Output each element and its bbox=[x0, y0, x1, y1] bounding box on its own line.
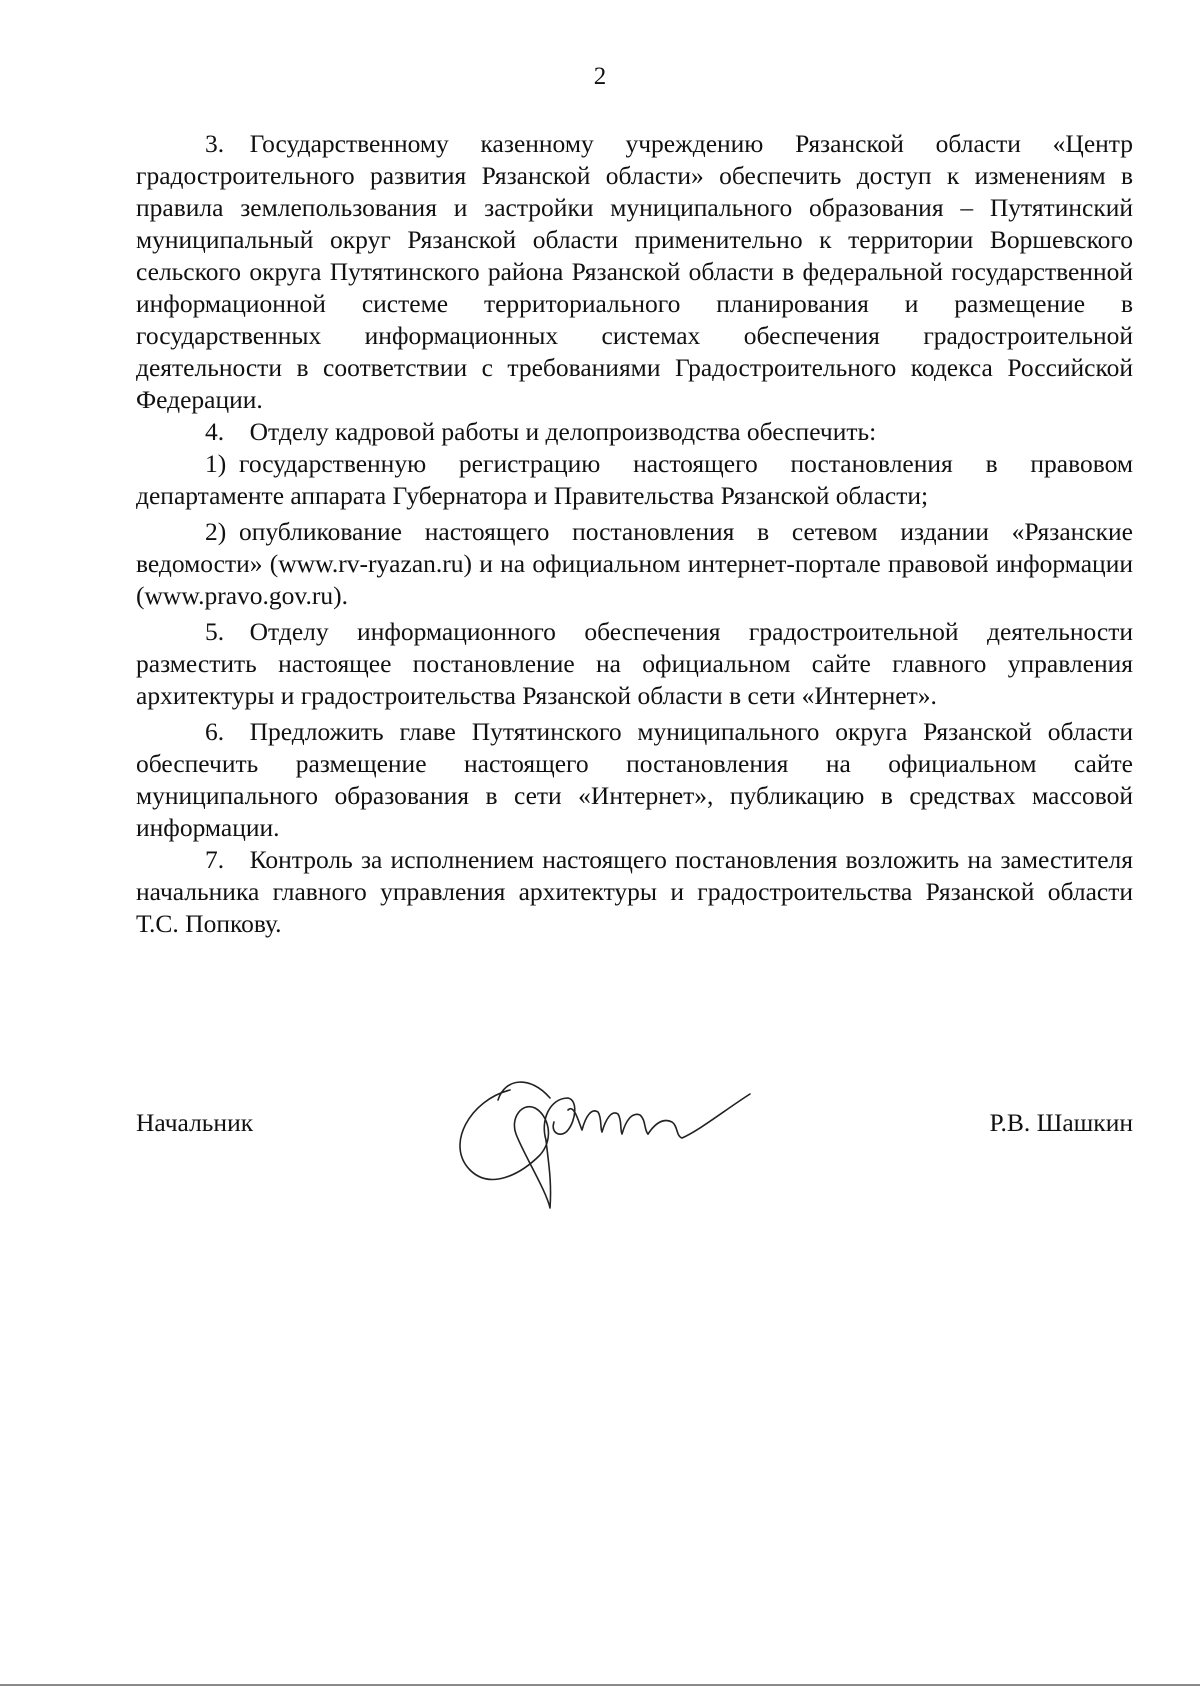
paragraph-item-4: 4. Отделу кадровой работы и делопроизводства обеспечить: bbox=[205, 417, 877, 446]
paragraph-item-3: 3. Государственному казенному учреждению Рязанской области «Центр градостроительного развития Рязанской области» обеспечить доступ к изменениям в правила землепользования и застройки муниципального образования – Путятинский муниципальный округ Рязанской области применительно к территории Воршевского сельского округа Путятинского района Рязанской области в федеральной государственной информационной системе территориального планирования и размещение в государственных информационных системах обеспечения градостроительной деятельности в соответствии с требованиями Градостроительного кодекса Российской Федерации. bbox=[136, 129, 1133, 414]
paragraph-item-6: 6. Предложить главе Путятинского муниципального округа Рязанской области обеспечить размещение настоящего постановления на официальном сайте муниципального образования в сети «Интернет», публикацию в средствах массовой информации. bbox=[136, 717, 1133, 842]
signatory-title: Начальник bbox=[136, 1108, 254, 1137]
paragraph-item-7: 7. Контроль за исполнением настоящего постановления возложить на заместителя начальника главного управления архитектуры и градостроительства Рязанской области Т.С. Попкову. bbox=[136, 845, 1133, 938]
signatory-name: Р.В. Шашкин bbox=[989, 1108, 1133, 1137]
document-body bbox=[136, 128, 1133, 940]
signature-block bbox=[136, 1107, 1133, 1143]
paragraph-item-5: 5. Отделу информационного обеспечения градостроительной деятельности разместить настоящее постановление на официальном сайте главного управления архитектуры и градостроительства Рязанской области в сети «Интернет». bbox=[136, 617, 1133, 710]
paragraph-subitem-2: 2) опубликование настоящего постановления в сетевом издании «Рязанские ведомости» (www.rv-ryazan.ru) и на официальном интернет-портале правовой информации (www.pravo.gov.ru). bbox=[136, 517, 1133, 610]
scan-bottom-edge bbox=[0, 1684, 1200, 1686]
paragraph-subitem-1: 1) государственную регистрацию настоящего постановления в правовом департаменте аппарата Губернатора и Правительства Рязанской области; bbox=[136, 449, 1133, 510]
page-number: 2 bbox=[593, 63, 607, 90]
